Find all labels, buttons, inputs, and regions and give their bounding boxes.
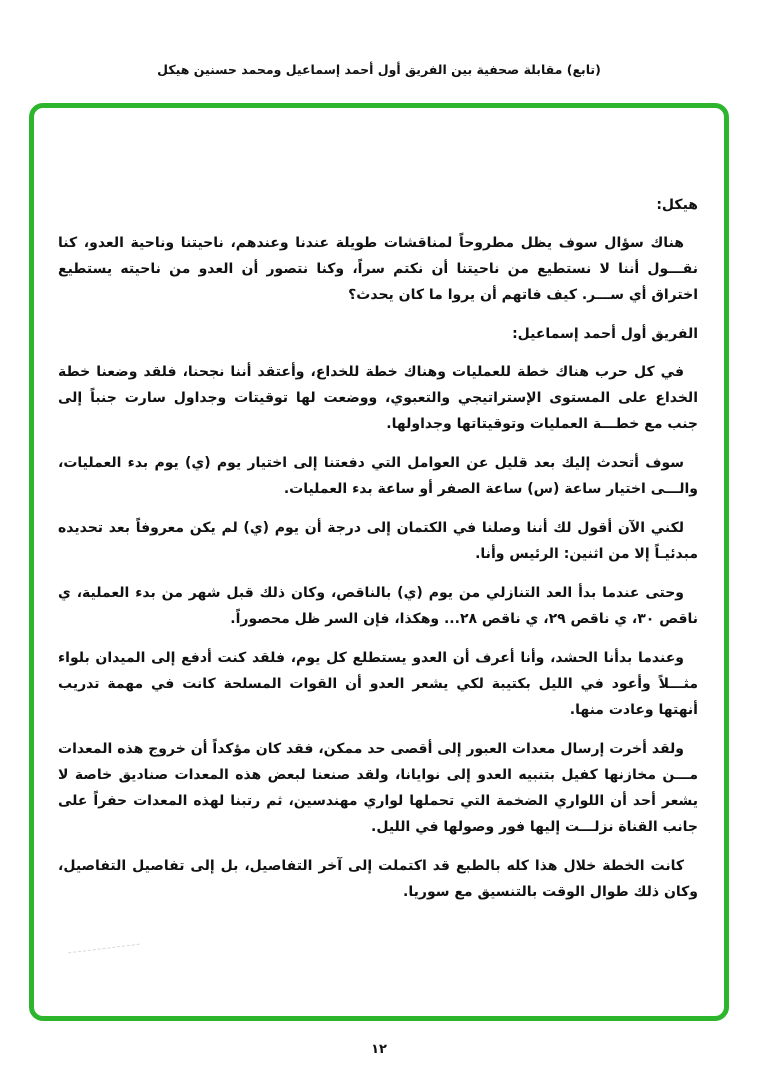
speaker-heading: الفريق أول أحمد إسماعيل:: [512, 326, 698, 342]
paragraph: لكني الآن أقول لك أننا وصلنا في الكتمان إلى درجة أن يوم (ي) لم يكن معروفاً بعد تحديده مبدئيـاً إلا من اثنين: الرئيس وأنا.: [58, 520, 698, 562]
paragraph: كانت الخطة خلال هذا كله بالطبع قد اكتملت إلى آخر التفاصيل، بل إلى تفاصيل التفاصيل، وكان ذلك طوال الوقت بالتنسيق مع سوريا.: [58, 858, 698, 900]
paragraph: هناك سؤال سوف يظل مطروحاً لمناقشات طويلة عندنا وعندهم، ناحيتنا وناحية العدو، كنا نقـــول أننا لا نستطيع من ناحيتنا أن نكتم سراً، وكنا نتصور أن العدو من ناحيته يستطيع اختراق أي ســـر. كيف فاتهم أن يروا ما كان يحدث؟: [58, 235, 698, 303]
paragraph: سوف أتحدث إليك بعد قليل عن العوامل التي دفعتنا إلى اختيار يوم (ي) يوم بدء العمليات، والـــى اختيار ساعة (س) ساعة الصفر أو ساعة بدء العمليات.: [58, 455, 698, 497]
page-number: ١٢: [371, 1042, 387, 1057]
paragraph: ولقد أخرت إرسال معدات العبور إلى أقصى حد ممكن، فقد كان مؤكداً أن خروج هذه المعدات مـــن مخازنها كفيل بتنبيه العدو إلى نوايانا، ولقد صنعنا لبعض هذه المعدات صناديق خاصة لا يشعر أحد أن اللواري الضخمة التي تحملها لواري مهندسين، ثم رتبنا لهذه المعدات حفراً على جانب القناة نزلـــت إليها فور وصولها في الليل.: [58, 741, 698, 835]
page-header-title: (تابع) مقابلة صحفية بين الفريق أول أحمد إسماعيل ومحمد حسنين هيكل: [157, 62, 601, 77]
paragraph: في كل حرب هناك خطة للعمليات وهناك خطة للخداع، وأعتقد أننا نجحنا، فلقد وضعنا خطة الخداع على المستوى الإستراتيجي والتعبوي، ووضعت لها توقيتات وجداول سارت جنباً إلى جنب مع خطـــة العمليات وتوقيتاتها وجداولها.: [58, 364, 698, 432]
document-body: [58, 192, 698, 918]
speaker-heading: هيكل:: [656, 197, 698, 213]
paragraph: وعندما بدأنا الحشد، وأنا أعرف أن العدو يستطلع كل يوم، فلقد كنت أدفع إلى الميدان بلواء مثـــلاً وأعود في الليل بكتيبة لكي يشعر العدو أن القوات المسلحة كانت في مهمة تدريب أنهتها وعادت منها.: [58, 650, 698, 718]
paragraph: وحتى عندما بدأ العد التنازلي من يوم (ي) بالناقص، وكان ذلك قبل شهر من بدء العملية، ي ناقص ٣٠، ي ناقص ٢٩، ي ناقص ٢٨... وهكذا، فإن السر ظل محصوراً.: [58, 585, 698, 627]
